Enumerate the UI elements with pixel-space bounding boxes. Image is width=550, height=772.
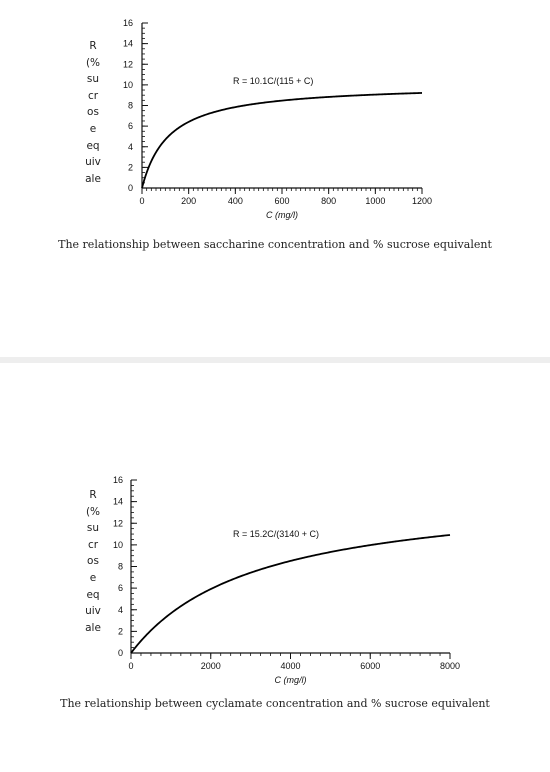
y-axis-label-line: os bbox=[87, 106, 99, 119]
y-tick-label: 16 bbox=[122, 18, 133, 28]
response-curve bbox=[131, 535, 450, 653]
y-axis-label-line: uiv bbox=[85, 605, 101, 618]
y-axis-label-line: su bbox=[86, 73, 100, 86]
x-tick-label: 800 bbox=[321, 196, 337, 206]
x-tick-label: 6000 bbox=[360, 661, 381, 671]
y-tick-label: 12 bbox=[122, 59, 133, 70]
x-axis-label: C (mg/l) bbox=[266, 210, 298, 220]
x-tick-label: 0 bbox=[128, 661, 134, 671]
y-tick-label: 12 bbox=[112, 518, 123, 529]
x-tick-label: 4000 bbox=[280, 661, 301, 671]
y-axis-label-line: e bbox=[89, 122, 97, 135]
x-axis-label: C (mg/l) bbox=[274, 675, 307, 685]
y-axis-label-line: R bbox=[89, 489, 97, 501]
y-axis-label-line: eq bbox=[86, 588, 100, 601]
x-tick-label: 600 bbox=[274, 196, 290, 206]
x-tick-label: 1000 bbox=[365, 196, 386, 206]
y-tick-label: 14 bbox=[112, 496, 123, 507]
x-tick-label: 400 bbox=[227, 196, 243, 206]
y-axis-label-line: cr bbox=[87, 89, 99, 102]
y-tick-label: 2 bbox=[127, 162, 133, 173]
x-tick-label: 1200 bbox=[411, 196, 433, 206]
y-axis-label-line: cr bbox=[87, 538, 99, 551]
formula-annotation: R = 10.1C/(115 + C) bbox=[233, 76, 314, 86]
y-axis-label-line: ale bbox=[85, 621, 101, 634]
formula-annotation: R = 15.2C/(3140 + C) bbox=[233, 529, 320, 539]
y-tick-label: 8 bbox=[117, 561, 123, 572]
x-tick-label: 0 bbox=[139, 196, 145, 206]
figure-caption: The relationship between cyclamate concentration and % sucrose equivalent bbox=[60, 697, 490, 710]
y-tick-label: 0 bbox=[127, 183, 133, 193]
y-tick-label: 10 bbox=[122, 79, 133, 90]
x-tick-label: 200 bbox=[181, 196, 197, 206]
y-axis-label-line: os bbox=[87, 555, 99, 568]
y-tick-label: 2 bbox=[117, 626, 123, 637]
y-axis-label-line: eq bbox=[86, 139, 100, 152]
y-tick-label: 6 bbox=[117, 583, 123, 594]
y-tick-label: 8 bbox=[127, 100, 133, 111]
y-axis-label-line: R bbox=[89, 40, 97, 52]
y-tick-label: 0 bbox=[117, 648, 123, 658]
y-tick-label: 6 bbox=[127, 121, 133, 132]
y-axis-label-line: e bbox=[89, 571, 97, 584]
y-axis-label-line: uiv bbox=[85, 156, 101, 169]
y-axis-label-line: ale bbox=[85, 172, 101, 185]
cyclamate-chart bbox=[0, 363, 550, 693]
figure-saccharine bbox=[0, 0, 550, 357]
y-tick-label: 16 bbox=[112, 475, 123, 485]
y-tick-label: 4 bbox=[127, 141, 133, 152]
y-tick-label: 10 bbox=[112, 539, 123, 550]
saccharine-chart bbox=[0, 0, 550, 230]
figure-cyclamate bbox=[0, 363, 550, 772]
x-tick-label: 8000 bbox=[439, 661, 461, 671]
y-axis-label-line: su bbox=[86, 522, 100, 535]
y-axis-label-line: (% bbox=[85, 56, 101, 69]
response-curve bbox=[142, 93, 422, 188]
y-axis-label-line: (% bbox=[85, 505, 101, 518]
x-tick-label: 2000 bbox=[200, 661, 221, 671]
y-tick-label: 4 bbox=[117, 604, 123, 615]
figure-caption: The relationship between saccharine concentration and % sucrose equivalent bbox=[58, 238, 492, 251]
y-tick-label: 14 bbox=[122, 38, 133, 49]
